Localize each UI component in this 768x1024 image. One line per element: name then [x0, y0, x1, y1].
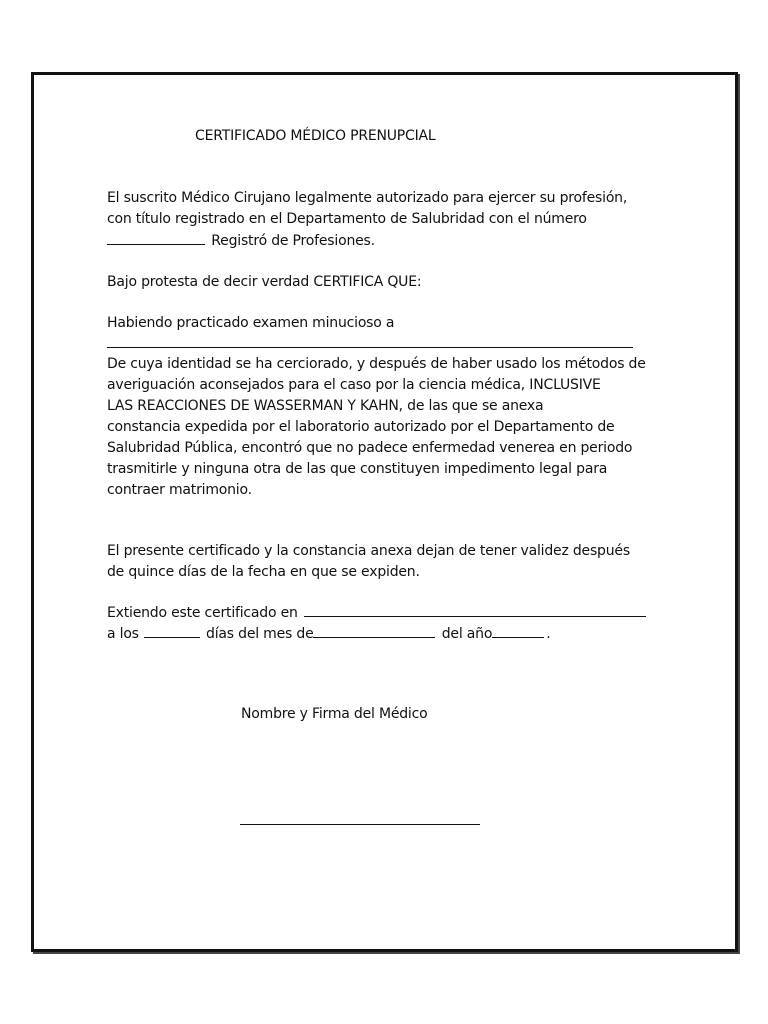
paragraph-line: El presente certificado y la constancia anexa dejan de tener validez después — [107, 543, 630, 559]
paragraph-line: contraer matrimonio. — [107, 482, 252, 498]
day-blank[interactable] — [144, 623, 200, 638]
patient-name-line — [107, 334, 667, 355]
signature-label: Nombre y Firma del Médico — [241, 706, 428, 722]
paragraph-examination — [107, 313, 667, 355]
issuance-place-line — [107, 602, 667, 623]
day-label: a los — [107, 626, 139, 642]
paragraph-line: con título registrado en el Departamento de Salubridad con el número — [107, 211, 587, 227]
period: . — [546, 626, 551, 642]
month-blank[interactable] — [313, 623, 435, 638]
paragraph-line: De cuya identidad se ha cerciorado, y después de haber usado los métodos de — [107, 356, 646, 372]
paragraph-line — [107, 230, 667, 251]
year-blank[interactable] — [492, 623, 544, 638]
paragraph-line: El suscrito Médico Cirujano legalmente autorizado para ejercer su profesión, — [107, 190, 628, 206]
document-title: CERTIFICADO MÉDICO PRENUPCIAL — [195, 128, 436, 144]
paragraph-line: averiguación aconsejados para el caso por la ciencia médica, INCLUSIVE — [107, 377, 601, 393]
paragraph-line: trasmitirle y ninguna otra de las que constituyen impedimento legal para — [107, 461, 608, 477]
paragraph-line: LAS REACCIONES DE WASSERMAN Y KAHN, de las que se anexa — [107, 398, 544, 414]
registration-number-blank[interactable] — [107, 230, 205, 245]
paragraph-findings — [107, 354, 667, 501]
paragraph-issuance — [107, 602, 667, 644]
paragraph-line: Habiendo practicado examen minucioso a — [107, 315, 395, 331]
issuance-date-line — [107, 623, 667, 644]
paragraph-validity — [107, 541, 667, 583]
patient-name-blank[interactable] — [107, 335, 633, 348]
paragraph-line: Salubridad Pública, encontró que no padece enfermedad venerea en periodo — [107, 440, 633, 456]
registration-label: Registró de Profesiones. — [211, 233, 375, 249]
paragraph-line: Bajo protesta de decir verdad CERTIFICA QUE: — [107, 274, 422, 290]
month-label: días del mes de — [206, 626, 314, 642]
signature-line[interactable] — [240, 824, 480, 825]
issuance-place-blank[interactable] — [304, 602, 646, 617]
issuance-place-label: Extiendo este certificado en — [107, 605, 298, 621]
paragraph-certifies — [107, 272, 667, 293]
paragraph-physician — [107, 188, 667, 251]
paragraph-line: de quince días de la fecha en que se expiden. — [107, 564, 420, 580]
paragraph-line: constancia expedida por el laboratorio autorizado por el Departamento de — [107, 419, 615, 435]
year-label: del año — [441, 626, 493, 642]
